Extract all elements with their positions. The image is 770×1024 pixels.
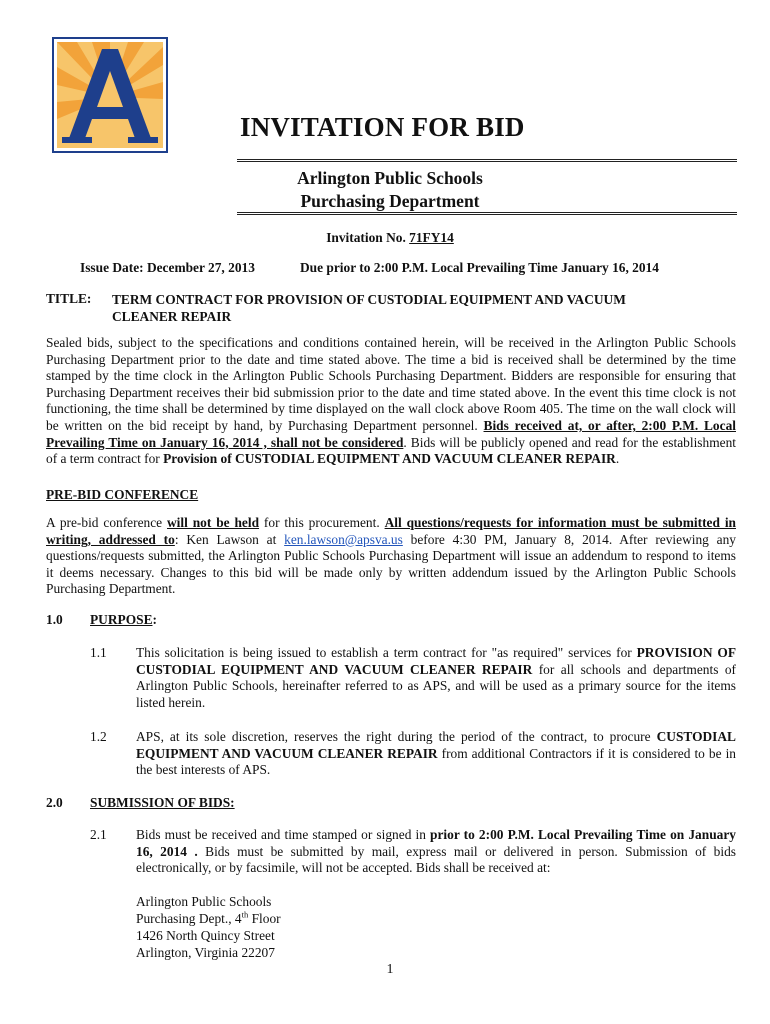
mailing-address: Arlington Public Schools Purchasing Dept., 4th Floor 1426 North Quincy Street Arlington, Virginia 22207 [136,894,281,960]
title-divider [237,159,737,162]
due-date: Due prior to 2:00 P.M. Local Prevailing Time January 16, 2014 [300,260,659,275]
section-1-number: 1.0 [46,612,63,627]
email-link[interactable]: ken.lawson@apsva.us [284,531,403,547]
aps-logo [52,37,168,153]
section-2-number: 2.0 [46,795,63,810]
org-name: Arlington Public Schools [297,168,483,188]
organization-block [240,167,540,213]
section-2-1-number: 2.1 [90,827,107,842]
org-divider [237,212,737,215]
section-1-1-text: This solicitation is being issued to establish a term contract for "as required" services for PROVISION OF CUSTODIAL EQUIPMENT AND VACUUM CLEANER REPAIR for all schools and departments of Arlington Public Schools, hereinafter referred to as APS, and will be used as a primary source for the items listed herein. [136,645,737,710]
section-1-2-number: 1.2 [90,729,107,744]
issue-date: Issue Date: December 27, 2013 [80,260,255,275]
prebid-heading: PRE-BID CONFERENCE [46,487,199,502]
section-2-1-text: Bids must be received and time stamped or signed in prior to 2:00 P.M. Local Prevailing Time on January 16, 2014 . Bids must be submitted by mail, express mail or delivered in person. Submission of bids electronically, or by facsimile, will not be accepted. Bids shall be received at: [136,827,737,876]
letter-a-logo-icon [52,37,168,153]
section-1-2-text: APS, at its sole discretion, reserves the right during the period of the contract, to procure CUSTODIAL EQUIPMENT AND VACUUM CLEANER REPAIR from additional Contractors if it is considered to be in the best interests of APS. [136,729,736,778]
section-1-heading: PURPOSE: [90,612,157,627]
title-label: TITLE: [46,291,92,306]
invitation-number: 71FY14 [409,230,454,245]
section-1-1-number: 1.1 [90,645,107,660]
department-name: Purchasing Department [300,191,480,211]
intro-paragraph: Sealed bids, subject to the specifications and conditions contained herein, will be received in the Arlington Public Schools Purchasing Department prior to the date and time stated above. The time a bid is received shall be determined by the time stamped by the time clock in the Arlington Public Schools Purchasing Department. Bidders are responsible for ensuring that Purchasing Department receives their bid submission prior to the date and time stated above. In the event this time clock is not functioning, the time shall be determined by time displayed on the wall clock above Room 405. The time on the wall clock will be written on the bid receipt by hand, by Purchasing Department personnel. Bids received at, or after, 2:00 P.M. Local Prevailing Time on January 16, 2014 , shall not be considered. Bids will be publicly opened and read for the establishment of a term contract for Provision of CUSTODIAL EQUIPMENT AND VACUUM CLEANER REPAIR. [46,335,736,467]
invitation-number-line: Invitation No. 71FY14 [326,230,454,245]
section-2-heading: SUBMISSION OF BIDS: [90,795,235,810]
page-number: 1 [386,962,394,977]
prebid-paragraph: A pre-bid conference will not be held for this procurement. All questions/requests for information must be submitted in writing, addressed to: Ken Lawson at ken.lawson@apsva.us before 4:30 PM, January 8, 2014. After reviewing any questions/requests submitted, the Arlington Public Schools Purchasing Department will issue an addendum to respond to items it deems necessary. Changes to this bid will be made only by written addendum issued by the Arlington Public Schools Purchasing Department. [46,515,736,597]
document-title: INVITATION FOR BID [240,112,525,142]
bid-title: TERM CONTRACT FOR PROVISION OF CUSTODIAL EQUIPMENT AND VACUUM CLEANER REPAIR [112,292,626,324]
